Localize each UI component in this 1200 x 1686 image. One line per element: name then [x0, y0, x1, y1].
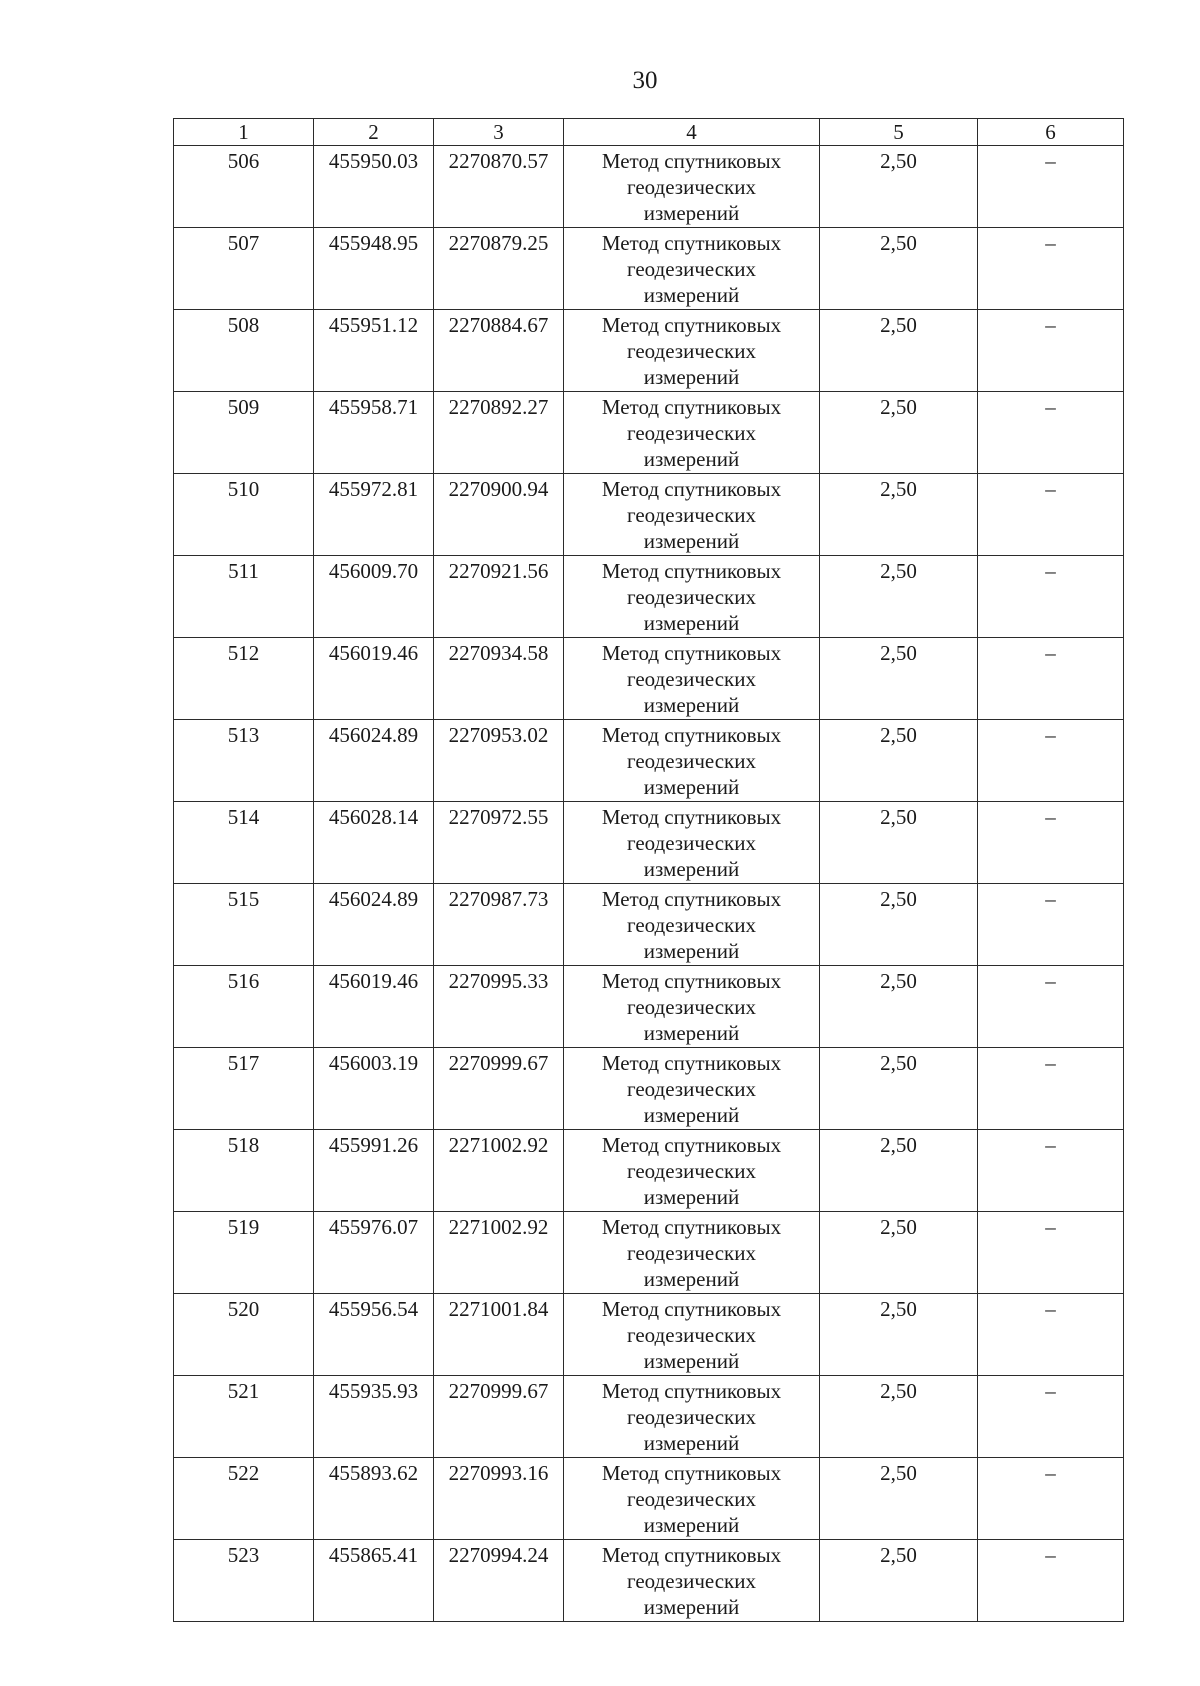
- method-cell: [564, 966, 820, 1048]
- method-line: Метод спутниковых: [601, 149, 782, 173]
- accuracy-cell: 2,50: [820, 474, 978, 556]
- header-cell-2: 2: [314, 119, 434, 146]
- point-number-cell: 517: [174, 1048, 314, 1130]
- note-cell: –: [978, 1212, 1124, 1294]
- header-cell-5: 5: [820, 119, 978, 146]
- y-coordinate-cell: 2270972.55: [434, 802, 564, 884]
- point-number-cell: 516: [174, 966, 314, 1048]
- method-line: Метод спутниковых: [601, 313, 782, 337]
- method-line: Метод спутниковых: [601, 805, 782, 829]
- table-row: [174, 966, 1124, 1048]
- accuracy-cell: 2,50: [820, 1458, 978, 1540]
- x-coordinate-cell: 456024.89: [314, 884, 434, 966]
- y-coordinate-cell: 2270993.16: [434, 1458, 564, 1540]
- accuracy-cell: 2,50: [820, 720, 978, 802]
- point-number-cell: 513: [174, 720, 314, 802]
- header-row: [174, 119, 1124, 146]
- x-coordinate-cell: 456019.46: [314, 638, 434, 720]
- method-line: геодезических: [626, 175, 756, 199]
- method-line: измерений: [643, 1431, 740, 1455]
- point-number-cell: 514: [174, 802, 314, 884]
- point-number-cell: 515: [174, 884, 314, 966]
- y-coordinate-cell: 2270995.33: [434, 966, 564, 1048]
- coordinates-table-wrapper: [173, 118, 1123, 1622]
- method-line: измерений: [643, 1021, 740, 1045]
- x-coordinate-cell: 455935.93: [314, 1376, 434, 1458]
- accuracy-cell: 2,50: [820, 556, 978, 638]
- table-row: [174, 884, 1124, 966]
- point-number-cell: 518: [174, 1130, 314, 1212]
- method-line: геодезических: [626, 421, 756, 445]
- method-line: измерений: [643, 857, 740, 881]
- method-cell: [564, 392, 820, 474]
- table-row: [174, 310, 1124, 392]
- note-cell: –: [978, 884, 1124, 966]
- method-cell: [564, 1130, 820, 1212]
- header-cell-6: 6: [978, 119, 1124, 146]
- y-coordinate-cell: 2270953.02: [434, 720, 564, 802]
- y-coordinate-cell: 2270870.57: [434, 146, 564, 228]
- y-coordinate-cell: 2270999.67: [434, 1048, 564, 1130]
- method-line: Метод спутниковых: [601, 1133, 782, 1157]
- table-row: [174, 720, 1124, 802]
- table-row: [174, 1540, 1124, 1622]
- method-line: измерений: [643, 1513, 740, 1537]
- method-line: Метод спутниковых: [601, 1297, 782, 1321]
- note-cell: –: [978, 146, 1124, 228]
- accuracy-cell: 2,50: [820, 1540, 978, 1622]
- method-line: измерений: [643, 775, 740, 799]
- method-cell: [564, 556, 820, 638]
- point-number-cell: 506: [174, 146, 314, 228]
- method-line: измерений: [643, 1595, 740, 1619]
- point-number-cell: 509: [174, 392, 314, 474]
- point-number-cell: 522: [174, 1458, 314, 1540]
- table-row: [174, 392, 1124, 474]
- method-cell: [564, 228, 820, 310]
- method-cell: [564, 802, 820, 884]
- x-coordinate-cell: 455991.26: [314, 1130, 434, 1212]
- x-coordinate-cell: 455976.07: [314, 1212, 434, 1294]
- method-line: геодезических: [626, 339, 756, 363]
- note-cell: –: [978, 1048, 1124, 1130]
- point-number-cell: 521: [174, 1376, 314, 1458]
- method-line: измерений: [643, 365, 740, 389]
- accuracy-cell: 2,50: [820, 1130, 978, 1212]
- method-line: измерений: [643, 447, 740, 471]
- table-row: [174, 474, 1124, 556]
- method-cell: [564, 1212, 820, 1294]
- method-line: геодезических: [626, 1241, 756, 1265]
- method-line: Метод спутниковых: [601, 1379, 782, 1403]
- table-row: [174, 638, 1124, 720]
- method-line: Метод спутниковых: [601, 723, 782, 747]
- x-coordinate-cell: 455948.95: [314, 228, 434, 310]
- y-coordinate-cell: 2271002.92: [434, 1212, 564, 1294]
- x-coordinate-cell: 456024.89: [314, 720, 434, 802]
- coordinates-table: [173, 118, 1124, 1622]
- table-row: [174, 1212, 1124, 1294]
- method-line: Метод спутниковых: [601, 969, 782, 993]
- note-cell: –: [978, 802, 1124, 884]
- accuracy-cell: 2,50: [820, 1294, 978, 1376]
- method-cell: [564, 884, 820, 966]
- method-line: геодезических: [626, 1487, 756, 1511]
- note-cell: –: [978, 474, 1124, 556]
- accuracy-cell: 2,50: [820, 392, 978, 474]
- accuracy-cell: 2,50: [820, 802, 978, 884]
- method-line: Метод спутниковых: [601, 395, 782, 419]
- table-row: [174, 228, 1124, 310]
- point-number-cell: 523: [174, 1540, 314, 1622]
- accuracy-cell: 2,50: [820, 1212, 978, 1294]
- method-cell: [564, 1048, 820, 1130]
- x-coordinate-cell: 456028.14: [314, 802, 434, 884]
- accuracy-cell: 2,50: [820, 228, 978, 310]
- note-cell: –: [978, 1294, 1124, 1376]
- x-coordinate-cell: 456019.46: [314, 966, 434, 1048]
- note-cell: –: [978, 720, 1124, 802]
- note-cell: –: [978, 1376, 1124, 1458]
- method-line: геодезических: [626, 1323, 756, 1347]
- x-coordinate-cell: 456009.70: [314, 556, 434, 638]
- point-number-cell: 508: [174, 310, 314, 392]
- table-row: [174, 146, 1124, 228]
- method-line: Метод спутниковых: [601, 1051, 782, 1075]
- method-line: измерений: [643, 201, 740, 225]
- y-coordinate-cell: 2270884.67: [434, 310, 564, 392]
- accuracy-cell: 2,50: [820, 1048, 978, 1130]
- method-line: измерений: [643, 1185, 740, 1209]
- method-line: геодезических: [626, 913, 756, 937]
- method-cell: [564, 1376, 820, 1458]
- method-line: геодезических: [626, 749, 756, 773]
- y-coordinate-cell: 2270999.67: [434, 1376, 564, 1458]
- method-line: геодезических: [626, 257, 756, 281]
- x-coordinate-cell: 456003.19: [314, 1048, 434, 1130]
- point-number-cell: 520: [174, 1294, 314, 1376]
- y-coordinate-cell: 2270879.25: [434, 228, 564, 310]
- x-coordinate-cell: 455865.41: [314, 1540, 434, 1622]
- note-cell: –: [978, 392, 1124, 474]
- table-row: [174, 1130, 1124, 1212]
- method-line: геодезических: [626, 1159, 756, 1183]
- note-cell: –: [978, 228, 1124, 310]
- note-cell: –: [978, 1458, 1124, 1540]
- method-line: измерений: [643, 611, 740, 635]
- point-number-cell: 511: [174, 556, 314, 638]
- method-line: Метод спутниковых: [601, 477, 782, 501]
- method-line: измерений: [643, 1349, 740, 1373]
- y-coordinate-cell: 2271002.92: [434, 1130, 564, 1212]
- note-cell: –: [978, 638, 1124, 720]
- method-line: измерений: [643, 529, 740, 553]
- header-cell-4: 4: [564, 119, 820, 146]
- table-row: [174, 1458, 1124, 1540]
- table-row: [174, 802, 1124, 884]
- method-line: Метод спутниковых: [601, 1543, 782, 1567]
- method-line: измерений: [643, 1103, 740, 1127]
- table-row: [174, 556, 1124, 638]
- accuracy-cell: 2,50: [820, 966, 978, 1048]
- method-cell: [564, 1294, 820, 1376]
- method-line: измерений: [643, 1267, 740, 1291]
- point-number-cell: 512: [174, 638, 314, 720]
- method-cell: [564, 474, 820, 556]
- method-line: Метод спутниковых: [601, 887, 782, 911]
- note-cell: –: [978, 310, 1124, 392]
- y-coordinate-cell: 2270934.58: [434, 638, 564, 720]
- method-line: Метод спутниковых: [601, 231, 782, 255]
- method-line: измерений: [643, 693, 740, 717]
- table-row: [174, 1048, 1124, 1130]
- accuracy-cell: 2,50: [820, 638, 978, 720]
- y-coordinate-cell: 2270892.27: [434, 392, 564, 474]
- table-row: [174, 1376, 1124, 1458]
- method-cell: [564, 720, 820, 802]
- method-line: Метод спутниковых: [601, 641, 782, 665]
- note-cell: –: [978, 966, 1124, 1048]
- x-coordinate-cell: 455958.71: [314, 392, 434, 474]
- x-coordinate-cell: 455950.03: [314, 146, 434, 228]
- method-line: Метод спутниковых: [601, 1461, 782, 1485]
- y-coordinate-cell: 2270921.56: [434, 556, 564, 638]
- method-cell: [564, 1458, 820, 1540]
- note-cell: –: [978, 556, 1124, 638]
- note-cell: –: [978, 1540, 1124, 1622]
- accuracy-cell: 2,50: [820, 1376, 978, 1458]
- method-line: геодезических: [626, 995, 756, 1019]
- method-line: геодезических: [626, 585, 756, 609]
- method-line: геодезических: [626, 667, 756, 691]
- method-line: геодезических: [626, 1405, 756, 1429]
- table-header: [174, 119, 1124, 146]
- x-coordinate-cell: 455951.12: [314, 310, 434, 392]
- method-line: геодезических: [626, 503, 756, 527]
- y-coordinate-cell: 2270987.73: [434, 884, 564, 966]
- accuracy-cell: 2,50: [820, 146, 978, 228]
- point-number-cell: 510: [174, 474, 314, 556]
- method-line: геодезических: [626, 831, 756, 855]
- method-cell: [564, 638, 820, 720]
- method-line: измерений: [643, 939, 740, 963]
- method-cell: [564, 1540, 820, 1622]
- header-cell-1: 1: [174, 119, 314, 146]
- method-line: измерений: [643, 283, 740, 307]
- method-line: Метод спутниковых: [601, 559, 782, 583]
- table-body: [174, 146, 1124, 1622]
- table-row: [174, 1294, 1124, 1376]
- y-coordinate-cell: 2270900.94: [434, 474, 564, 556]
- x-coordinate-cell: 455972.81: [314, 474, 434, 556]
- x-coordinate-cell: 455893.62: [314, 1458, 434, 1540]
- y-coordinate-cell: 2270994.24: [434, 1540, 564, 1622]
- note-cell: –: [978, 1130, 1124, 1212]
- x-coordinate-cell: 455956.54: [314, 1294, 434, 1376]
- method-line: Метод спутниковых: [601, 1215, 782, 1239]
- y-coordinate-cell: 2271001.84: [434, 1294, 564, 1376]
- point-number-cell: 507: [174, 228, 314, 310]
- header-cell-3: 3: [434, 119, 564, 146]
- method-cell: [564, 146, 820, 228]
- accuracy-cell: 2,50: [820, 310, 978, 392]
- method-cell: [564, 310, 820, 392]
- accuracy-cell: 2,50: [820, 884, 978, 966]
- page-number: 30: [632, 67, 658, 94]
- method-line: геодезических: [626, 1077, 756, 1101]
- method-line: геодезических: [626, 1569, 756, 1593]
- point-number-cell: 519: [174, 1212, 314, 1294]
